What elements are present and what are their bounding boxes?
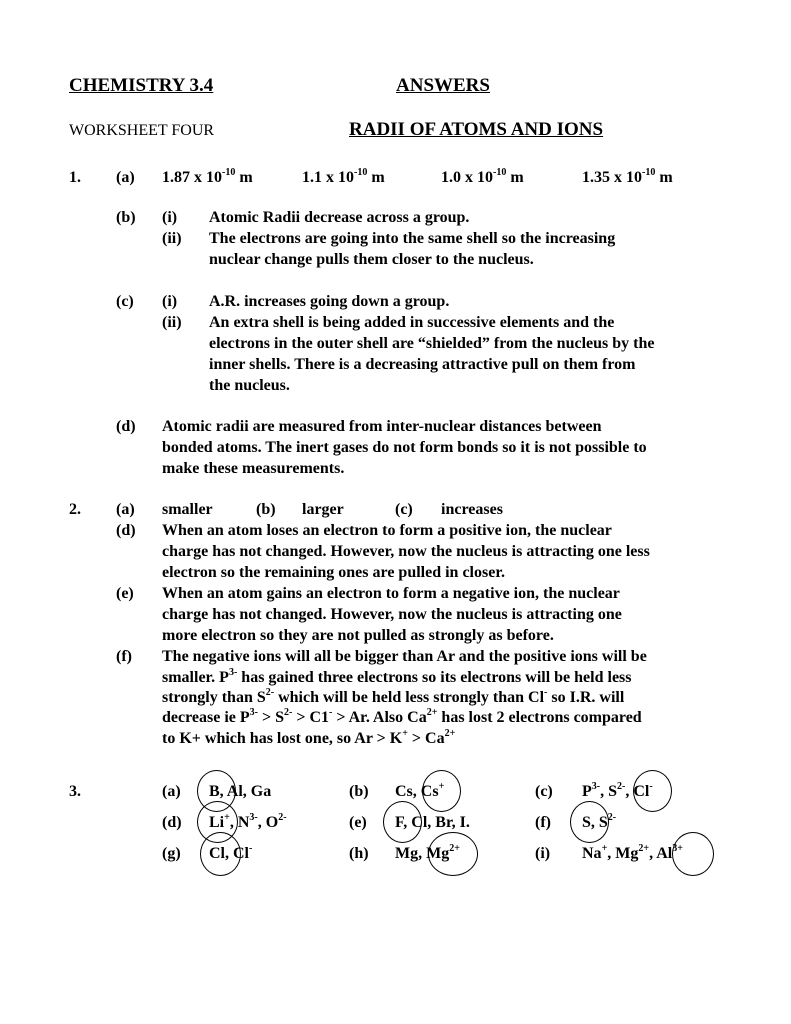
q3c-answer: $P^{3-}$, $S^{2-}$, Cl- [582,780,653,800]
q1c-ii-line-4: the nucleus. [209,377,290,394]
q2f-label: (f) [116,648,132,665]
q2e-label: (e) [116,585,134,602]
q1c-i-text: A.R. increases going down a group. [209,293,450,310]
topic-heading: RADII OF ATOMS AND IONS [349,119,604,140]
q2f-line-4: decrease ie $P^{3-} > S^{2-} > C1^- > Ar$. Also $Ca^{2+}$ has lost 2 electrons compared [162,706,642,726]
q1c-label: (c) [116,293,134,310]
q3g-circled-answer [200,832,241,876]
worksheet-label: WORKSHEET FOUR [69,122,215,139]
q3a-label: (a) [162,783,181,800]
q2b-label: (b) [256,501,276,518]
q2e-line-1: When an atom gains an electron to form a negative ion, the nuclear [162,585,620,602]
q1b-ii-line-1: The electrons are going into the same shell so the increasing [209,230,616,247]
q1b-ii-line-2: nuclear change pulls them closer to the nucleus. [209,251,534,268]
q2b-answer: larger [302,501,344,518]
q2e-line-2: charge has not changed. However, now the nucleus is attracting one [162,606,622,623]
q2f-line-2: smaller. $P^{3-}$ has gained three electrons so its electrons will be held less [162,666,632,686]
q3i-circled-answer [672,832,714,876]
q3e-answer: F, Cl, Br, I. [395,814,470,831]
course-title: CHEMISTRY 3.4 [69,75,214,96]
q3f-circled-answer [570,801,609,843]
q1a-value-4: 1.35 x $10^{-10}$ m [582,166,673,186]
q3b-circled-answer [422,770,461,812]
q1b-ii-label: (ii) [162,230,182,247]
q3i-label: (i) [535,845,551,862]
question-1-number: 1. [69,169,81,186]
question-3-number: 3. [69,783,81,800]
q3f-label: (f) [535,814,551,831]
q1a-value-2: 1.1 x $10^{-10}$ m [302,166,385,186]
q3a-answer: B, Al, Ga [209,783,272,800]
q1a-value-3: 1.0 x $10^{-10}$ m [441,166,524,186]
q1b-label: (b) [116,209,136,226]
q2c-answer: increases [441,501,503,518]
q3f-answer: S, $S^{2-}$ [582,811,617,831]
q3d-answer: Li+, $N^{3-}$, $O^{2-}$ [209,811,287,831]
q2f-line-3: strongly than $S^{2-}$ which will be held less strongly than Cl- so I.R. will [162,686,625,706]
q1c-ii-label: (ii) [162,314,182,331]
question-2-number: 2. [69,501,81,518]
q1d-line-3: make these measurements. [162,460,345,477]
q2e-line-3: more electron so they are not pulled as strongly as before. [162,627,554,644]
q1c-i-label: (i) [162,293,178,310]
q3c-circled-answer [633,770,672,812]
q3i-answer: Na+, $Mg^{2+}$, $Al^{3+}$ [582,842,683,862]
q1c-ii-line-1: An extra shell is being added in successive elements and the [209,314,615,331]
q1b-i-label: (i) [162,209,178,226]
q3b-answer: Cs, Cs+ [395,780,445,800]
q1a-value-1: 1.87 x $10^{-10}$ m [162,166,253,186]
q2d-line-1: When an atom loses an electron to form a positive ion, the nuclear [162,522,612,539]
q2f-line-5: to K+ which has lost one, so $Ar > K^+ > Ca^{2+}$ [162,727,456,747]
q2c-label: (c) [395,501,413,518]
q1c-ii-line-3: inner shells. There is a decreasing attractive pull on them from [209,356,636,373]
q3d-label: (d) [162,814,182,831]
q3h-answer: Mg, $Mg^{2+}$ [395,842,460,862]
q3c-label: (c) [535,783,553,800]
q1d-label: (d) [116,418,136,435]
q2d-line-3: electron so the remaining ones are pulled in closer. [162,564,505,581]
q3h-circled-answer [428,832,478,876]
q1b-i-text: Atomic Radii decrease across a group. [209,209,470,226]
q2f-line-1: The negative ions will all be bigger than Ar and the positive ions will be [162,648,647,665]
q1d-line-1: Atomic radii are measured from inter-nuclear distances between [162,418,602,435]
q3h-label: (h) [349,845,369,862]
q1a-label: (a) [116,169,135,186]
q3g-label: (g) [162,845,181,862]
q2a-label: (a) [116,501,135,518]
q2a-answer: smaller [162,501,213,518]
q1c-ii-line-2: electrons in the outer shell are “shielded” from the nucleus by the [209,335,655,352]
q3b-label: (b) [349,783,369,800]
q3g-answer: Cl, Cl- [209,842,253,862]
q2d-line-2: charge has not changed. However, now the nucleus is attracting one less [162,543,650,560]
q1d-line-2: bonded atoms. The inert gases do not form bonds so it is not possible to [162,439,647,456]
q2d-label: (d) [116,522,136,539]
q3e-label: (e) [349,814,367,831]
answers-heading: ANSWERS [396,75,490,96]
q3e-circled-answer [383,801,422,843]
